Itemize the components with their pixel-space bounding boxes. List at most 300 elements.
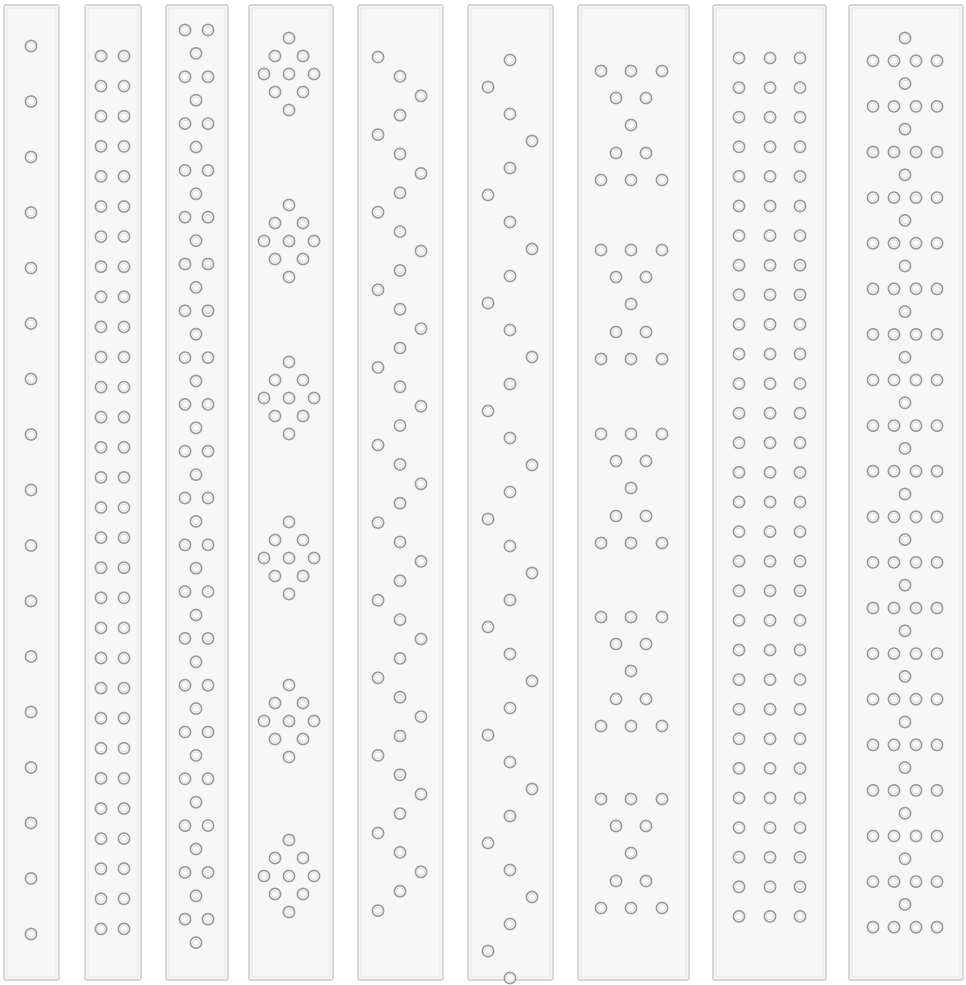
strip-3-alternating-pairs-hole [190, 141, 201, 152]
strip-9-cross-pattern-hole [867, 694, 878, 705]
strip-8-triple-column-hole [764, 82, 775, 93]
strip-6-zigzag-narrow-hole [504, 810, 515, 821]
strip-5-zigzag-wide-hole [394, 420, 405, 431]
strip-5-zigzag-wide-hole [415, 323, 426, 334]
strip-6-zigzag-narrow-hole [504, 972, 515, 983]
strip-2-double-column-hole [118, 803, 129, 814]
strip-9-cross-pattern-hole [910, 922, 921, 933]
strip-1-single-column-hole [25, 595, 36, 606]
strip-3-alternating-pairs-hole [202, 165, 213, 176]
strip-8-triple-column-hole [764, 792, 775, 803]
strip-8-triple-column-hole [794, 792, 805, 803]
strip-2-double-column-hole [118, 502, 129, 513]
strip-8-triple-column-hole [794, 556, 805, 567]
strip-5-zigzag-wide-hole [394, 886, 405, 897]
strip-6-zigzag-narrow-hole [504, 108, 515, 119]
strip-6-zigzag-narrow-hole [526, 675, 537, 686]
strip-8-triple-column-hole [764, 200, 775, 211]
strip-8-triple-column-hole [764, 911, 775, 922]
strip-2-double-column-hole [95, 592, 106, 603]
strip-1-single-column-hole [25, 484, 36, 495]
strip-9-cross-pattern-hole [888, 420, 899, 431]
strip-4-diamond-clusters-hole [258, 715, 269, 726]
strip-9-cross-pattern-hole [867, 466, 878, 477]
strip-9-cross-pattern-hole [931, 557, 942, 568]
strip-9-cross-pattern-hole [899, 443, 910, 454]
strip-8-triple-column-hole [794, 141, 805, 152]
strip-5-zigzag-wide-hole [394, 110, 405, 121]
strip-4-diamond-clusters-hole [258, 870, 269, 881]
strip-4-diamond-clusters-hole [283, 104, 294, 115]
strip-4-diamond-clusters-hole [283, 428, 294, 439]
strip-7-hourglass-blocks-hole [625, 537, 636, 548]
strip-8-triple-column-hole [764, 496, 775, 507]
strip-5-zigzag-wide-hole [415, 711, 426, 722]
strip-9-cross-pattern-hole [910, 283, 921, 294]
strip-3-alternating-pairs-hole [179, 726, 190, 737]
strip-1-single-column-hole [25, 762, 36, 773]
strip-3-alternating-pairs-hole [202, 820, 213, 831]
strip-8-triple-column-hole [794, 763, 805, 774]
strip-8-triple-column-hole [764, 171, 775, 182]
strip-7-hourglass-blocks-hole [625, 847, 636, 858]
strip-7-hourglass-blocks-hole [610, 510, 621, 521]
strip-6-zigzag-narrow-hole [482, 729, 493, 740]
strip-8-triple-column-hole [764, 526, 775, 537]
strip-9-cross-pattern-hole [910, 192, 921, 203]
strip-3-alternating-pairs-hole [190, 422, 201, 433]
strip-5-zigzag-wide-hole [394, 847, 405, 858]
strip-9-cross-pattern-hole [888, 374, 899, 385]
strip-8-triple-column-hole [764, 615, 775, 626]
strip-8-triple-column-hole [794, 378, 805, 389]
strip-7-hourglass-blocks-hole [610, 693, 621, 704]
strip-2-double-column-hole [95, 562, 106, 573]
strip-5-zigzag-wide-hole [372, 827, 383, 838]
strip-2-double-column-hole [118, 683, 129, 694]
strip-2-double-column-hole [118, 713, 129, 724]
strip-8-triple-column-hole [794, 408, 805, 419]
strip-2-double-column-hole [95, 111, 106, 122]
strip-2-double-column-hole [118, 743, 129, 754]
strip-9-cross-pattern-hole [931, 146, 942, 157]
strip-8-triple-column-hole [794, 852, 805, 863]
strip-6-zigzag-narrow-hole [526, 783, 537, 794]
strip-4-diamond-clusters-hole [258, 552, 269, 563]
strip-6-zigzag-narrow-hole [504, 756, 515, 767]
strip-4-diamond-clusters-hole [297, 374, 308, 385]
strip-3-alternating-pairs-hole [190, 282, 201, 293]
strip-2-double-column-hole [95, 652, 106, 663]
strip-8-triple-column-hole [764, 230, 775, 241]
strip-9-cross-pattern-hole [867, 739, 878, 750]
strip-1-single-column-hole [25, 96, 36, 107]
strip-4-diamond-clusters-hole [269, 410, 280, 421]
strip-7-hourglass-blocks-hole [610, 326, 621, 337]
strip-4-diamond-clusters-hole [297, 697, 308, 708]
strip-8-triple-column-hole [764, 763, 775, 774]
strip-9-cross-pattern-hole [867, 283, 878, 294]
strip-8-triple-column-hole [733, 230, 744, 241]
strip-4-diamond-clusters-hole [269, 852, 280, 863]
strip-9-cross-pattern-hole [899, 580, 910, 591]
strip-9-cross-pattern-hole [931, 55, 942, 66]
strip-2-double-column-hole [95, 442, 106, 453]
strip-3-alternating-pairs-hole [179, 305, 190, 316]
strip-8-triple-column-hole [764, 348, 775, 359]
strip-8-triple-column-hole [733, 437, 744, 448]
strip-8-triple-column-hole [764, 674, 775, 685]
strip-4-diamond-clusters-hole [283, 834, 294, 845]
strip-7-hourglass-blocks-hole [640, 271, 651, 282]
strip-8-triple-column-hole [733, 82, 744, 93]
strip-5-zigzag-wide-hole [415, 633, 426, 644]
strip-7-hourglass-blocks-hole [656, 428, 667, 439]
strip-9-cross-pattern-hole [867, 329, 878, 340]
strip-7-hourglass-blocks-hole [625, 793, 636, 804]
strip-4-diamond-clusters-hole [297, 852, 308, 863]
strip-9-cross-pattern-hole [867, 602, 878, 613]
strip-8-triple-column-hole [733, 585, 744, 596]
strip-2-double-column-hole [95, 502, 106, 513]
strip-7-hourglass-blocks-hole [610, 638, 621, 649]
strip-7-hourglass-blocks-hole [595, 793, 606, 804]
strip-8-triple-column-hole [794, 526, 805, 537]
strip-5-zigzag-wide-hole [394, 653, 405, 664]
strip-9-cross-pattern-hole [899, 124, 910, 135]
strip-2-double-column-hole [95, 231, 106, 242]
strip-2-double-column-hole [118, 773, 129, 784]
strip-9-cross-pattern-hole [910, 238, 921, 249]
strip-8-triple-column-hole [764, 378, 775, 389]
strip-7-hourglass-blocks-hole [595, 353, 606, 364]
strip-8-triple-column-hole [764, 52, 775, 63]
strip-2-double-column-hole [95, 622, 106, 633]
strip-7-hourglass-blocks-hole [656, 793, 667, 804]
strip-3-alternating-pairs-hole [179, 24, 190, 35]
strip-5-zigzag-wide-hole [394, 769, 405, 780]
strip-2-double-column-hole [118, 321, 129, 332]
strip-9-cross-pattern-hole [867, 922, 878, 933]
strip-3-alternating-pairs-hole [202, 773, 213, 784]
strip-8-triple-column-hole [794, 881, 805, 892]
strip-9-cross-pattern-hole [899, 625, 910, 636]
strip-1-single-column-hole [25, 706, 36, 717]
strip-9-cross-pattern-hole [867, 192, 878, 203]
strip-2-double-column-hole [118, 50, 129, 61]
strip-9-cross-pattern-hole [888, 648, 899, 659]
strip-7-hourglass-blocks-hole [625, 720, 636, 731]
strip-4-diamond-clusters-hole [269, 733, 280, 744]
strip-7-hourglass-blocks-hole [595, 428, 606, 439]
strip-3-alternating-pairs-hole [202, 539, 213, 550]
strip-5-zigzag-wide-hole [394, 575, 405, 586]
strip-7-hourglass-blocks-hole [595, 244, 606, 255]
strip-2-double-column-hole [118, 291, 129, 302]
strip-8-triple-column-hole [794, 437, 805, 448]
strip-2-double-column-hole [118, 472, 129, 483]
strip-5-zigzag-wide-hole [372, 51, 383, 62]
strip-8-triple-column-hole [794, 230, 805, 241]
strip-8-triple-column-hole [733, 200, 744, 211]
strip-7-hourglass-blocks-hole [610, 271, 621, 282]
strip-9-cross-pattern-hole [910, 694, 921, 705]
strip-8-triple-column-hole [764, 822, 775, 833]
strip-6-zigzag-narrow-hole [526, 351, 537, 362]
strip-9-cross-pattern-hole [888, 694, 899, 705]
strip-4-diamond-clusters-hole [283, 751, 294, 762]
strip-3-alternating-pairs-hole [179, 165, 190, 176]
strip-7-hourglass-blocks-hole [625, 298, 636, 309]
strip-4-diamond-clusters-hole [283, 32, 294, 43]
strip-9-cross-pattern-hole [910, 876, 921, 887]
strip-3-alternating-pairs-hole [179, 914, 190, 925]
strip-8-triple-column-hole [733, 496, 744, 507]
strip-9-cross-pattern-hole [910, 55, 921, 66]
strip-8-triple-column-hole [794, 644, 805, 655]
strip-3-alternating-pairs-hole [202, 212, 213, 223]
strip-8-triple-column-hole [764, 408, 775, 419]
strip-9-cross-pattern-hole [888, 192, 899, 203]
strip-7-hourglass-blocks-hole [656, 244, 667, 255]
strip-8-triple-column-hole [733, 141, 744, 152]
strip-3-alternating-pairs-hole [179, 71, 190, 82]
strip-3-alternating-pairs-hole [179, 820, 190, 831]
strip-2-double-column-hole [118, 923, 129, 934]
strip-8-triple-column-hole [794, 319, 805, 330]
strip-3-alternating-pairs-hole [190, 703, 201, 714]
strip-4-diamond-clusters-hole [269, 888, 280, 899]
strip-6-zigzag-narrow-hole [504, 162, 515, 173]
strip-3-alternating-pairs-hole [202, 258, 213, 269]
strip-8-triple-column-hole [733, 408, 744, 419]
strip-4-diamond-clusters-hole [269, 534, 280, 545]
strip-9-cross-pattern-hole [899, 78, 910, 89]
strip-2-double-column-hole [118, 893, 129, 904]
strip-4-diamond-clusters-hole [297, 86, 308, 97]
strip-2-double-column-hole [95, 201, 106, 212]
strip-9-cross-pattern-hole [888, 830, 899, 841]
strip-9-cross-pattern-hole [888, 101, 899, 112]
strip-9-cross-pattern-hole [867, 101, 878, 112]
strip-5-zigzag-wide-hole [394, 342, 405, 353]
strip-6-zigzag-narrow-hole [526, 891, 537, 902]
strip-2-double-column-hole [95, 81, 106, 92]
strip-4-diamond-clusters-hole [297, 50, 308, 61]
strip-6-zigzag-narrow-hole [526, 567, 537, 578]
strip-8-triple-column-hole [764, 289, 775, 300]
strip-9-cross-pattern-hole [899, 352, 910, 363]
strip-5-zigzag-wide-hole [372, 207, 383, 218]
strip-8-triple-column-hole [764, 881, 775, 892]
strip-8-triple-column-hole [733, 644, 744, 655]
strip-4-diamond-clusters-hole [269, 86, 280, 97]
strip-9-cross-pattern-hole [888, 557, 899, 568]
strip-6-zigzag-narrow-hole [504, 702, 515, 713]
strip-2-double-column-hole [95, 382, 106, 393]
strip-5-zigzag-wide-hole [415, 866, 426, 877]
strip-7-hourglass-blocks-hole [640, 326, 651, 337]
strip-6-zigzag-narrow-hole [482, 405, 493, 416]
strip-2-double-column-hole [118, 442, 129, 453]
strip-8-triple-column-hole [764, 141, 775, 152]
strip-9-cross-pattern-hole [899, 853, 910, 864]
strip-7-hourglass-blocks-hole [656, 353, 667, 364]
strip-9-cross-pattern-hole [888, 329, 899, 340]
strip-4-diamond-clusters-hole [269, 217, 280, 228]
strip-3-alternating-pairs-hole [179, 492, 190, 503]
strip-8-triple-column-hole [794, 112, 805, 123]
strip-9-cross-pattern-hole [888, 55, 899, 66]
strip-6-zigzag-narrow-hole [504, 270, 515, 281]
strip-3-alternating-pairs-hole [202, 726, 213, 737]
strip-8-triple-column-hole [733, 822, 744, 833]
strip-9-cross-pattern-hole [931, 694, 942, 705]
strip-3-alternating-pairs-hole [190, 890, 201, 901]
strip-8-triple-column-hole [764, 437, 775, 448]
strip-8-triple-column-hole [733, 171, 744, 182]
strip-8-triple-column-hole [733, 526, 744, 537]
strip-5-zigzag-wide-hole [394, 536, 405, 547]
strip-3-alternating-pairs-hole [179, 633, 190, 644]
strip-8-triple-column-hole [794, 467, 805, 478]
strip-3-alternating-pairs-hole [190, 469, 201, 480]
strip-2-double-column-hole [95, 291, 106, 302]
strip-9-cross-pattern-hole [910, 785, 921, 796]
strip-1-single-column-hole [25, 817, 36, 828]
strip-3-alternating-pairs-hole [190, 750, 201, 761]
strip-8-triple-column-hole [764, 644, 775, 655]
strip-6-zigzag-narrow-hole [482, 513, 493, 524]
strip-7-hourglass-blocks-hole [640, 455, 651, 466]
strip-3-alternating-pairs-hole [190, 656, 201, 667]
strip-8-triple-column-hole [794, 822, 805, 833]
strip-4-diamond-clusters-hole [283, 199, 294, 210]
strip-7-hourglass-blocks-hole [625, 665, 636, 676]
strip-9-cross-pattern-hole [899, 716, 910, 727]
strip-8-triple-column-hole [794, 52, 805, 63]
strip-7-hourglass-blocks-hole [610, 455, 621, 466]
strip-7-hourglass-blocks-hole [640, 693, 651, 704]
strip-7-hourglass-blocks-hole [625, 244, 636, 255]
strip-8-triple-column-hole [794, 200, 805, 211]
strip-8-triple-column-hole [764, 467, 775, 478]
strip-4-diamond-clusters-hole [269, 50, 280, 61]
strip-2-double-column-hole [95, 412, 106, 423]
strip-3-alternating-pairs-hole [179, 212, 190, 223]
strip-8-triple-column-hole [733, 674, 744, 685]
strip-3-alternating-pairs-hole [179, 446, 190, 457]
strip-9-cross-pattern-hole [910, 830, 921, 841]
strip-6-zigzag-narrow-hole [504, 54, 515, 65]
strip-4-diamond-clusters-hole [283, 235, 294, 246]
strip-9-cross-pattern-hole [931, 739, 942, 750]
strip-6-zigzag-narrow-hole [482, 81, 493, 92]
strip-2-double-column-hole [118, 261, 129, 272]
strip-9-cross-pattern-hole [910, 329, 921, 340]
strip-7-hourglass-blocks-hole [640, 147, 651, 158]
strip-5-zigzag-wide-hole [372, 284, 383, 295]
strip-7-hourglass-blocks-hole [625, 65, 636, 76]
strip-8-triple-column-hole [794, 171, 805, 182]
strip-9-cross-pattern-hole [867, 648, 878, 659]
strip-3-alternating-pairs-hole [202, 399, 213, 410]
strip-2-double-column-hole [118, 412, 129, 423]
strip-9-cross-pattern-hole [867, 374, 878, 385]
strip-7-hourglass-blocks-hole [625, 482, 636, 493]
strip-9-cross-pattern-hole [867, 238, 878, 249]
strip-2-double-column-hole [118, 382, 129, 393]
strip-7-hourglass-blocks-hole [595, 174, 606, 185]
strip-4-diamond-clusters-hole [269, 253, 280, 264]
strip-2-double-column-hole [95, 713, 106, 724]
strip-9-cross-pattern-hole [899, 215, 910, 226]
strip-7-hourglass-blocks-hole [656, 720, 667, 731]
strip-7-hourglass-blocks-hole [656, 902, 667, 913]
strip-2-double-column-hole [118, 201, 129, 212]
strip-1-single-column-hole [25, 207, 36, 218]
strip-9-cross-pattern-hole [899, 671, 910, 682]
strip-4-diamond-clusters-hole [283, 552, 294, 563]
strip-3-alternating-pairs-hole [190, 48, 201, 59]
strip-5-zigzag-wide-hole [394, 498, 405, 509]
strip-2-double-column-hole [95, 351, 106, 362]
strip-5-zigzag-wide-hole [372, 362, 383, 373]
strip-2-double-column-hole [95, 141, 106, 152]
strip-3-alternating-pairs-hole [190, 329, 201, 340]
strip-8-triple-column-hole [733, 52, 744, 63]
strip-9-cross-pattern-hole [931, 466, 942, 477]
strip-9-cross-pattern-hole [931, 876, 942, 887]
strip-7-hourglass-blocks-hole [595, 720, 606, 731]
strip-3-alternating-pairs-hole [190, 95, 201, 106]
strip-5-zigzag-wide-hole [415, 478, 426, 489]
strip-4-diamond-clusters-hole [283, 392, 294, 403]
strip-4-diamond-clusters-hole [308, 552, 319, 563]
strip-7-hourglass-blocks-hole [625, 902, 636, 913]
strip-1-single-column-hole [25, 928, 36, 939]
strip-3-alternating-pairs-hole [179, 539, 190, 550]
strip-5-zigzag-wide-hole [394, 730, 405, 741]
strip-3-alternating-pairs-hole [202, 118, 213, 129]
strip-3-alternating-pairs-hole [179, 399, 190, 410]
strip-7-hourglass-blocks-hole [595, 65, 606, 76]
strip-9-cross-pattern-hole [899, 306, 910, 317]
strip-8-triple-column-hole [794, 260, 805, 271]
strip-7-hourglass-blocks-hole [640, 510, 651, 521]
strip-3-alternating-pairs-hole [179, 867, 190, 878]
strip-9-cross-pattern-hole [888, 602, 899, 613]
strip-9-cross-pattern-hole [931, 101, 942, 112]
strip-8-triple-column-hole [794, 348, 805, 359]
strip-6-zigzag-narrow-hole [504, 432, 515, 443]
strip-4-diamond-clusters-hole [269, 374, 280, 385]
strip-4-diamond-clusters-hole [283, 68, 294, 79]
strip-4-diamond-clusters-hole [283, 870, 294, 881]
strip-5-zigzag-wide-hole [372, 595, 383, 606]
strip-5-zigzag-wide-hole [415, 556, 426, 567]
strip-3-alternating-pairs-hole [179, 352, 190, 363]
strip-9-cross-pattern-hole [910, 420, 921, 431]
strip-5-zigzag-wide-hole [394, 226, 405, 237]
strip-9-cross-pattern-hole [888, 785, 899, 796]
strip-4-diamond-clusters-hole [258, 235, 269, 246]
strip-6-zigzag-narrow-hole [482, 297, 493, 308]
strip-2-double-column-hole [118, 863, 129, 874]
strip-5-zigzag-wide-hole [394, 71, 405, 82]
strip-9-cross-pattern-hole [910, 101, 921, 112]
strip-3-alternating-pairs-hole [202, 914, 213, 925]
